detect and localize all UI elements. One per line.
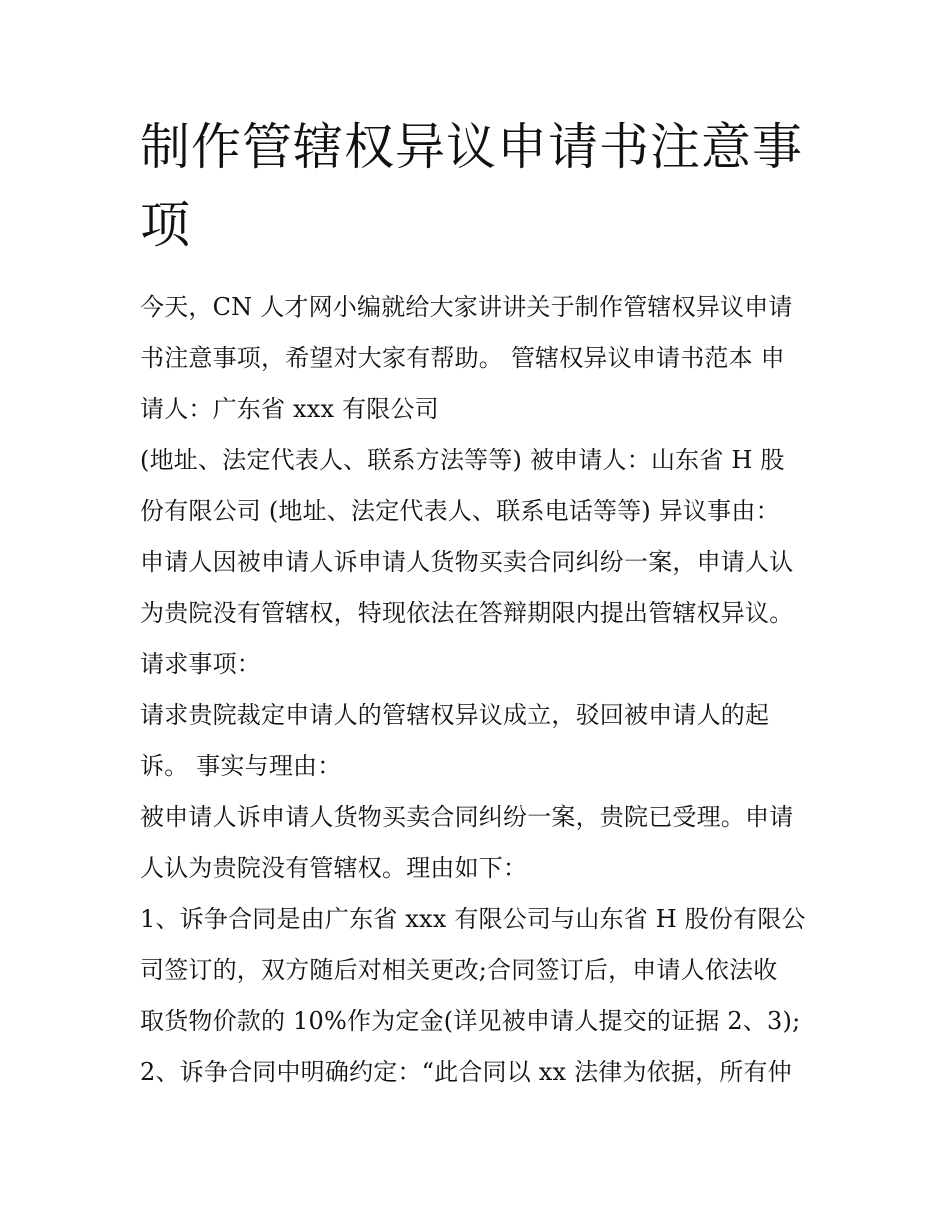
document-title: 制作管辖权异议申请书注意事项 [140, 118, 803, 254]
numbered-item-line: 取货物价款的 10%作为定金(详见被申请人提交的证据 2、3); [140, 1007, 801, 1035]
numbered-item-line: 司签订的，双方随后对相关更改;合同签订后，申请人依法收 [140, 956, 778, 984]
section-heading: 请求事项： [140, 650, 261, 678]
paragraph-line: (地址、法定代表人、联系方法等等) 被申请人：山东省 H 股 [140, 446, 785, 474]
paragraph-line: 申请人因被申请人诉申请人货物买卖合同纠纷一案，申请人认 [140, 548, 794, 576]
paragraph-line: 为贵院没有管辖权，特现依法在答辩期限内提出管辖权异议。 [140, 599, 794, 627]
paragraph-line: 被申请人诉申请人货物买卖合同纠纷一案，贵院已受理。申请 [140, 803, 794, 831]
paragraph-line: 诉。 事实与理由： [140, 752, 342, 780]
paragraph-line: 请求贵院裁定申请人的管辖权异议成立，驳回被申请人的起 [140, 701, 770, 729]
paragraph-line: 请人：广东省 xxx 有限公司 [140, 395, 439, 423]
paragraph-line: 份有限公司 (地址、法定代表人、联系电话等等) 异议事由： [140, 497, 780, 525]
numbered-item-line: 1、诉争合同是由广东省 xxx 有限公司与山东省 H 股份有限公 [140, 905, 806, 933]
paragraph-line: 人认为贵院没有管辖权。理由如下： [140, 854, 528, 882]
document-body [140, 108, 820, 1098]
paragraph-line: 今天，CN 人才网小编就给大家讲讲关于制作管辖权异议申请 [140, 293, 793, 321]
paragraph-line: 书注意事项，希望对大家有帮助。 管辖权异议申请书范本 申 [140, 344, 785, 372]
numbered-item-line: 2、诉争合同中明确约定：“此合同以 xx 法律为依据，所有仲 [140, 1058, 792, 1086]
